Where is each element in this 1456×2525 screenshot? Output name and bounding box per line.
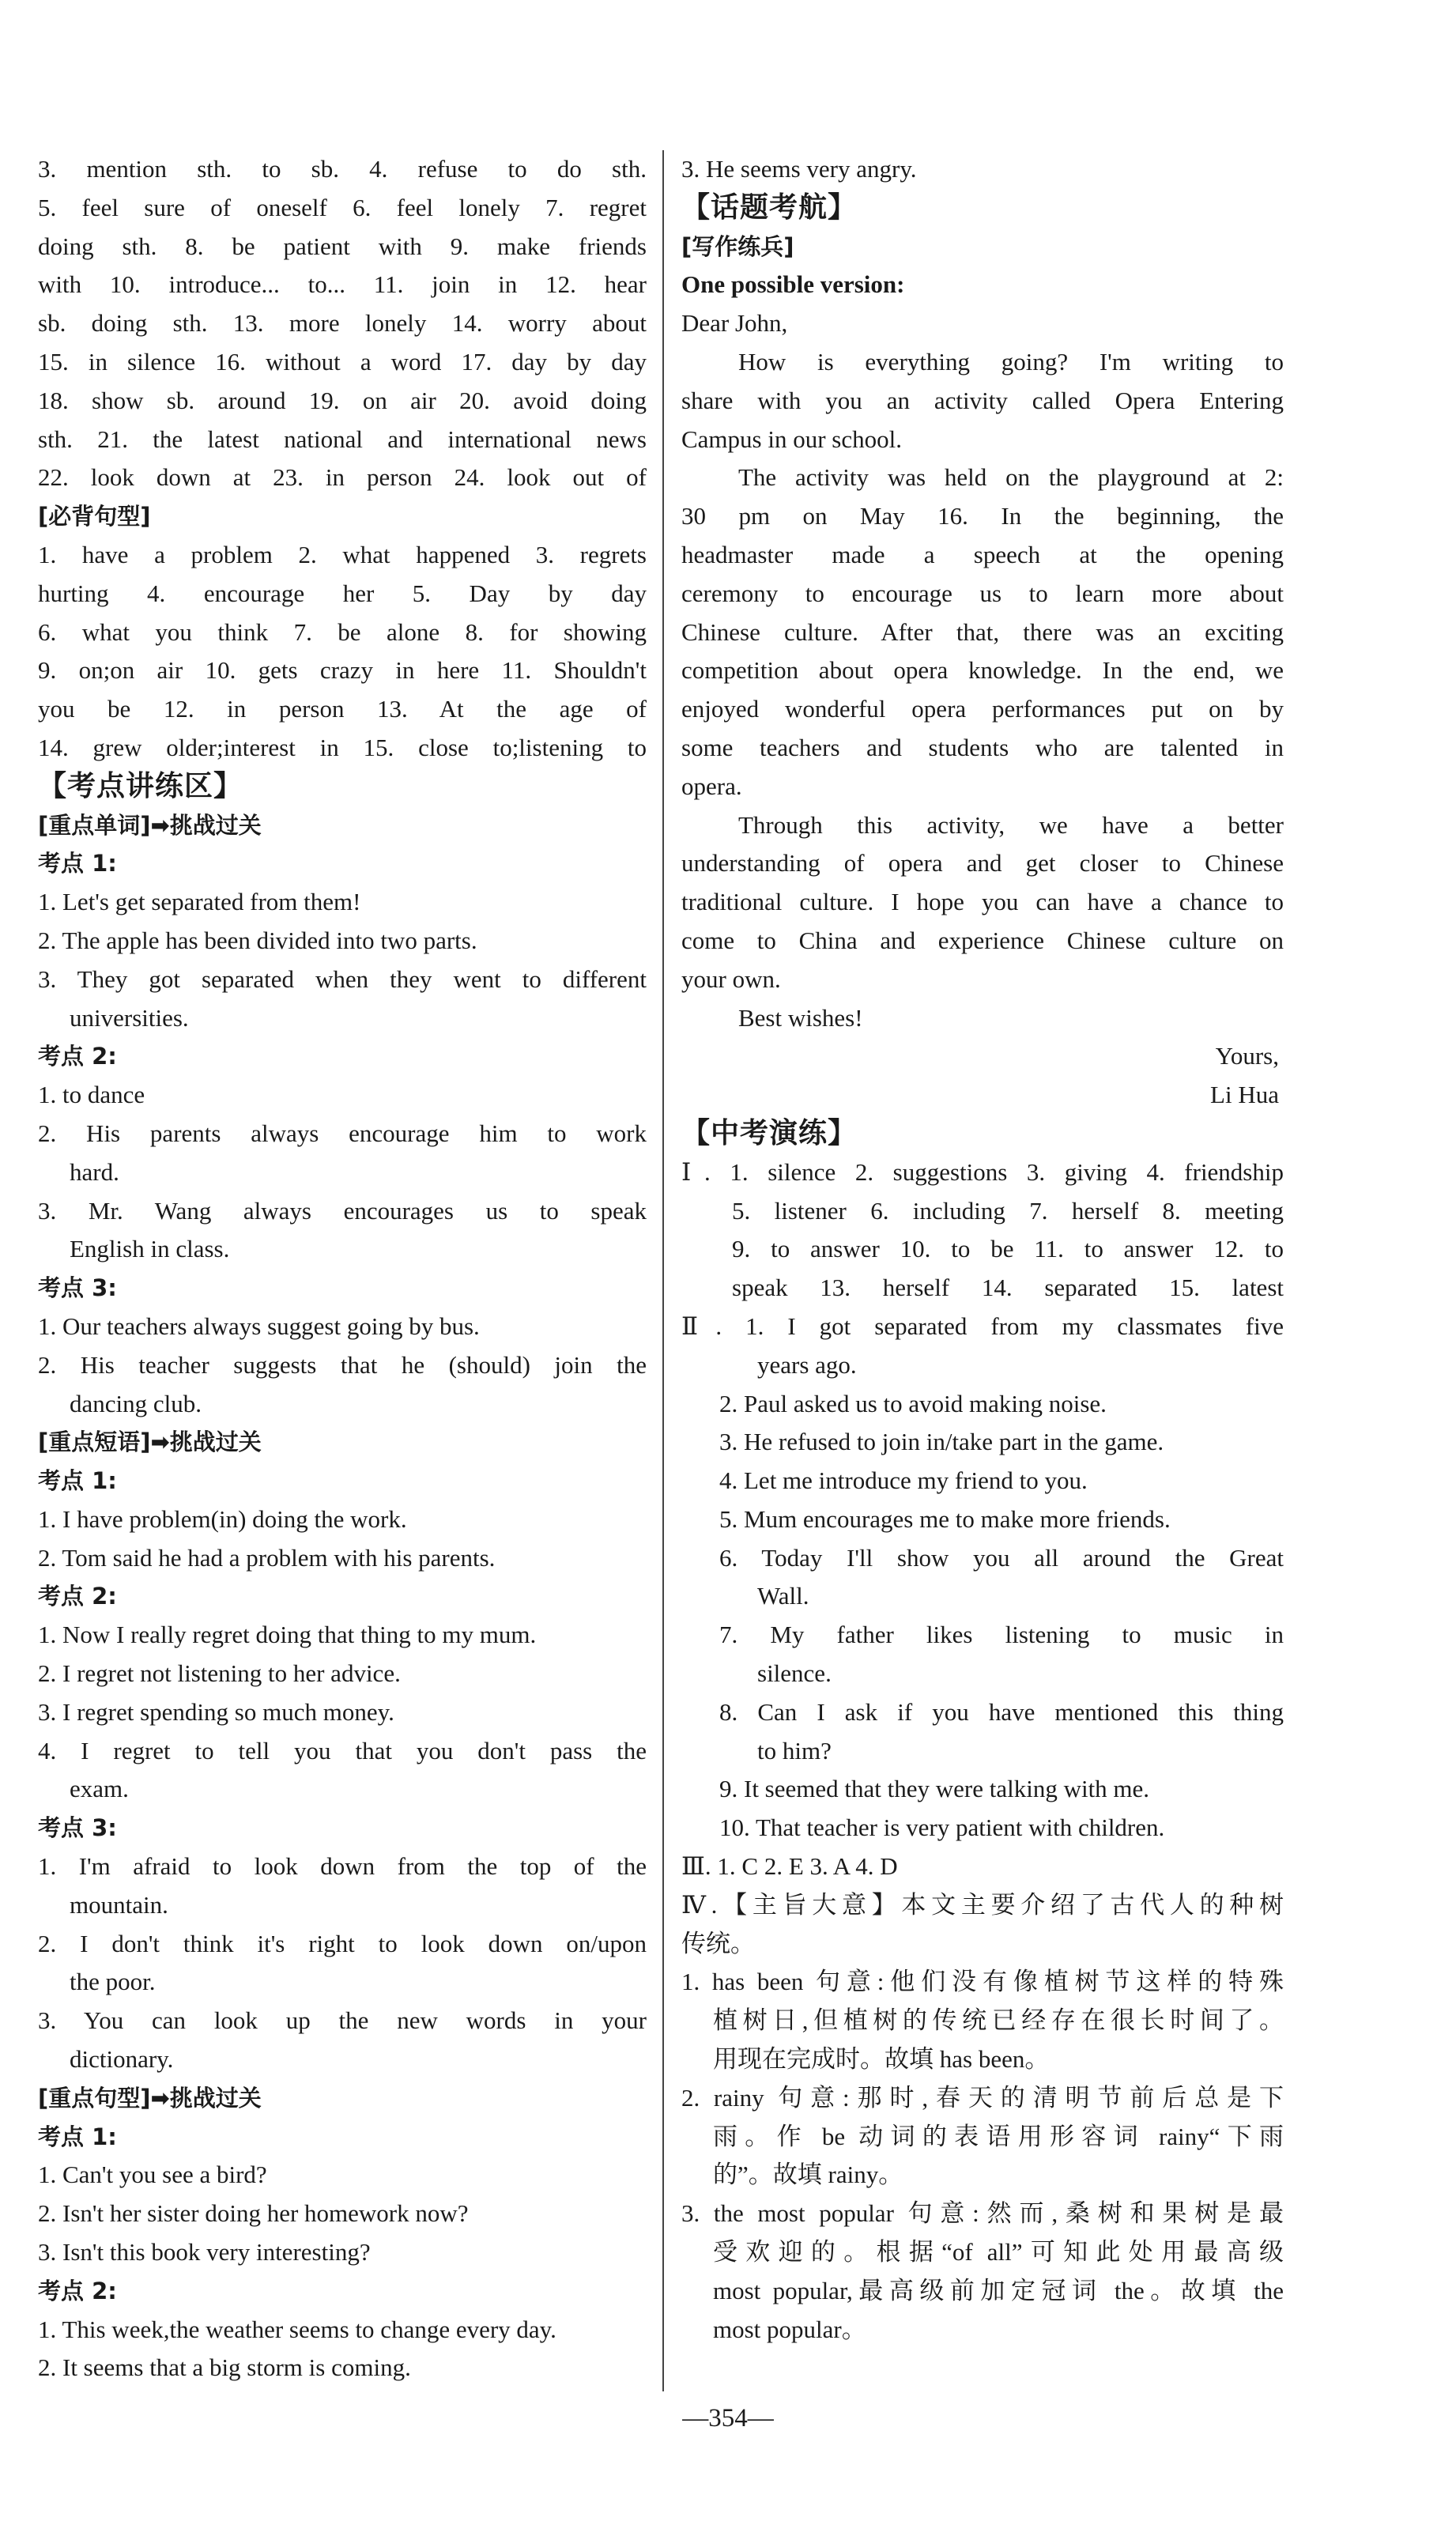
essay-line: Through this activity, we have a better [738, 810, 1284, 839]
section-heading: 【考点讲练区】 [38, 769, 243, 802]
essay-line: headmaster made a speech at the opening [681, 540, 1284, 568]
text-line: doing sth. 8. be patient with 9. make friends [38, 232, 647, 260]
answer-line: 雨。作 be 动词的表语用形容词 rainy“下雨 [713, 2122, 1284, 2150]
answer-line: 10. That teacher is very patient with children. [719, 1814, 1165, 1842]
left-column [38, 150, 647, 2387]
text-line: 3. Mr. Wang always encourages us to speak [38, 1196, 647, 1225]
text-line: 2. It seems that a big storm is coming. [38, 2353, 411, 2382]
text-line: 1. to dance [38, 1081, 145, 1109]
kaodian-label: 考点 2: [38, 1583, 117, 1610]
kaodian-label: 考点 1: [38, 2123, 117, 2150]
text-line: sb. doing sth. 13. more lonely 14. worry about [38, 309, 647, 338]
answer-line: 3. He refused to join in/take part in the game. [719, 1428, 1164, 1456]
essay-line: ceremony to encourage us to learn more about [681, 579, 1284, 607]
answer-line: Ⅲ. 1. C 2. E 3. A 4. D [681, 1852, 898, 1881]
answer-line: Ⅳ.【主旨大意】本文主要介绍了古代人的种树 [681, 1890, 1284, 1919]
essay-line: come to China and experience Chinese culture on [681, 926, 1284, 954]
text-line: 18. show sb. around 19. on air 20. avoid doing [38, 386, 647, 414]
subsection-heading: [重点短语]➡挑战过关 [38, 1429, 262, 1456]
essay-line: 30 pm on May 16. In the beginning, the [681, 502, 1284, 530]
text-line: 2. His parents always encourage him to work [38, 1119, 647, 1147]
answer-line: 5. listener 6. including 7. herself 8. meeting [732, 1196, 1284, 1225]
answer-line: 的”。故填 rainy。 [713, 2161, 903, 2189]
essay-closing: Best wishes! [738, 1003, 863, 1032]
essay-label: One possible version: [681, 270, 905, 299]
text-line: English in class. [70, 1235, 230, 1263]
kaodian-label: 考点 3: [38, 1274, 117, 1302]
text-line: 3. I regret spending so much money. [38, 1697, 394, 1726]
subsection-heading: [重点句型]➡挑战过关 [38, 2084, 262, 2112]
essay-signoff: Yours, [1215, 1042, 1279, 1070]
text-line: 1. I have problem(in) doing the work. [38, 1504, 407, 1533]
answer-line: 2. Paul asked us to avoid making noise. [719, 1389, 1107, 1417]
answer-line: most popular。 [713, 2315, 866, 2343]
essay-salutation: Dear John, [681, 309, 788, 338]
text-line: 1. I'm afraid to look down from the top of the [38, 1852, 647, 1881]
text-line: hurting 4. encourage her 5. Day by day [38, 579, 647, 607]
essay-line: traditional culture. I hope you can have a chance to [681, 888, 1284, 916]
text-line: 2. His teacher suggests that he (should) join the [38, 1350, 647, 1379]
answer-line: 1. has been 句意:他们没有像植树节这样的特殊 [681, 1968, 1284, 1996]
answer-line: 9. It seemed that they were talking with me. [719, 1775, 1150, 1803]
text-line: sth. 21. the latest national and international news [38, 425, 647, 453]
answer-line: 8. Can I ask if you have mentioned this thing [719, 1697, 1284, 1726]
text-line: 6. what you think 7. be alone 8. for showing [38, 617, 647, 646]
answer-line: 9. to answer 10. to be 11. to answer 12. to [732, 1235, 1284, 1263]
text-line: 2. The apple has been divided into two parts. [38, 926, 477, 954]
essay-line: enjoyed wonderful opera performances put on by [681, 695, 1284, 723]
answer-line: 用现在完成时。故填 has been。 [713, 2045, 1050, 2074]
essay-line: opera. [681, 772, 742, 800]
text-line: dictionary. [70, 2045, 174, 2074]
text-line: 22. look down at 23. in person 24. look out of [38, 463, 647, 492]
kaodian-label: 考点 1: [38, 850, 117, 878]
column-divider [662, 150, 664, 2391]
text-line: 4. I regret to tell you that you don't pass the [38, 1736, 647, 1764]
answer-line: 受欢迎的。根据“of all”可知此处用最高级 [713, 2238, 1284, 2266]
kaodian-label: 考点 1: [38, 1467, 117, 1495]
section-heading: 【话题考航】 [681, 191, 858, 224]
answer-line: 传统。 [681, 1929, 755, 1957]
answer-line: most popular,最高级前加定冠词 the。故填 the [713, 2276, 1284, 2304]
answer-line: 植树日,但植树的传统已经存在很长时间了。 [713, 2006, 1284, 2035]
text-line: exam. [70, 1775, 129, 1803]
essay-line: some teachers and students who are talented in [681, 733, 1284, 761]
text-line: 2. Tom said he had a problem with his parents. [38, 1543, 496, 1572]
answer-line: 3. the most popular 句意:然而,桑树和果树是最 [681, 2199, 1284, 2228]
answer-line: 4. Let me introduce my friend to you. [719, 1466, 1088, 1495]
text-line: 3. Isn't this book very interesting? [38, 2238, 371, 2266]
right-column [681, 150, 1284, 2349]
subsection-heading: [写作练兵] [681, 232, 794, 260]
text-line: 1. have a problem 2. what happened 3. regrets [38, 540, 647, 568]
essay-line: Chinese culture. After that, there was an exciting [681, 617, 1284, 646]
subsection-heading: [必背句型] [38, 503, 151, 530]
text-line: 15. in silence 16. without a word 17. day by day [38, 347, 647, 376]
section-heading: 【中考演练】 [681, 1116, 858, 1149]
text-line: you be 12. in person 13. At the age of [38, 695, 647, 723]
text-line: 1. Our teachers always suggest going by bus. [38, 1312, 480, 1340]
text-line: with 10. introduce... to... 11. join in 12. hear [38, 270, 647, 299]
essay-line: Campus in our school. [681, 425, 902, 453]
answer-line: to him? [757, 1736, 832, 1764]
text-line: universities. [70, 1003, 189, 1032]
answer-line: Ⅰ. 1. silence 2. suggestions 3. giving 4. friendship [681, 1157, 1284, 1186]
text-line: 9. on;on air 10. gets crazy in here 11. Shouldn't [38, 656, 647, 685]
page-number: —354— [682, 2404, 774, 2433]
essay-line: How is everything going? I'm writing to [738, 347, 1284, 376]
text-line: 2. I regret not listening to her advice. [38, 1659, 401, 1688]
answer-line: silence. [757, 1659, 832, 1688]
text-line: 3. They got separated when they went to different [38, 964, 647, 993]
kaodian-label: 考点 2: [38, 1043, 117, 1070]
answer-line: speak 13. herself 14. separated 15. latest [732, 1274, 1284, 1302]
answer-line: years ago. [757, 1350, 857, 1379]
text-line: 3. mention sth. to sb. 4. refuse to do sth. [38, 155, 647, 183]
essay-line: your own. [681, 964, 781, 993]
essay-signature: Li Hua [1210, 1081, 1279, 1109]
text-line: 3. You can look up the new words in your [38, 2006, 647, 2035]
text-line: 3. He seems very angry. [681, 155, 917, 183]
answer-line: 7. My father likes listening to music in [719, 1621, 1284, 1649]
text-line: 2. Isn't her sister doing her homework now? [38, 2199, 469, 2228]
text-line: 1. Can't you see a bird? [38, 2161, 267, 2189]
answer-line: Wall. [757, 1582, 809, 1610]
text-line: 1. Now I really regret doing that thing to my mum. [38, 1621, 537, 1649]
essay-line: The activity was held on the playground at 2: [738, 463, 1284, 492]
text-line: the poor. [70, 1968, 156, 1996]
text-line: mountain. [70, 1890, 168, 1919]
essay-line: share with you an activity called Opera Entering [681, 386, 1284, 414]
answer-line: 2. rainy 句意:那时,春天的清明节前后总是下 [681, 2083, 1284, 2112]
text-line: 1. Let's get separated from them! [38, 888, 361, 916]
essay-line: understanding of opera and get closer to Chinese [681, 849, 1284, 878]
text-line: dancing club. [70, 1389, 202, 1417]
subsection-heading: [重点单词]➡挑战过关 [38, 811, 262, 839]
essay-line: competition about opera knowledge. In the end, we [681, 656, 1284, 685]
answer-line: Ⅱ. 1. I got separated from my classmates five [681, 1312, 1284, 1340]
text-line: hard. [70, 1157, 119, 1186]
answer-line: 5. Mum encourages me to make more friends. [719, 1504, 1171, 1533]
text-line: 1. This week,the weather seems to change every day. [38, 2315, 556, 2343]
text-line: 2. I don't think it's right to look down on/upon [38, 1929, 647, 1957]
text-line: 14. grew older;interest in 15. close to;listening to [38, 733, 647, 761]
answer-line: 6. Today I'll show you all around the Great [719, 1543, 1284, 1572]
kaodian-label: 考点 3: [38, 1814, 117, 1842]
text-line: 5. feel sure of oneself 6. feel lonely 7. regret [38, 193, 647, 221]
kaodian-label: 考点 2: [38, 2277, 117, 2304]
